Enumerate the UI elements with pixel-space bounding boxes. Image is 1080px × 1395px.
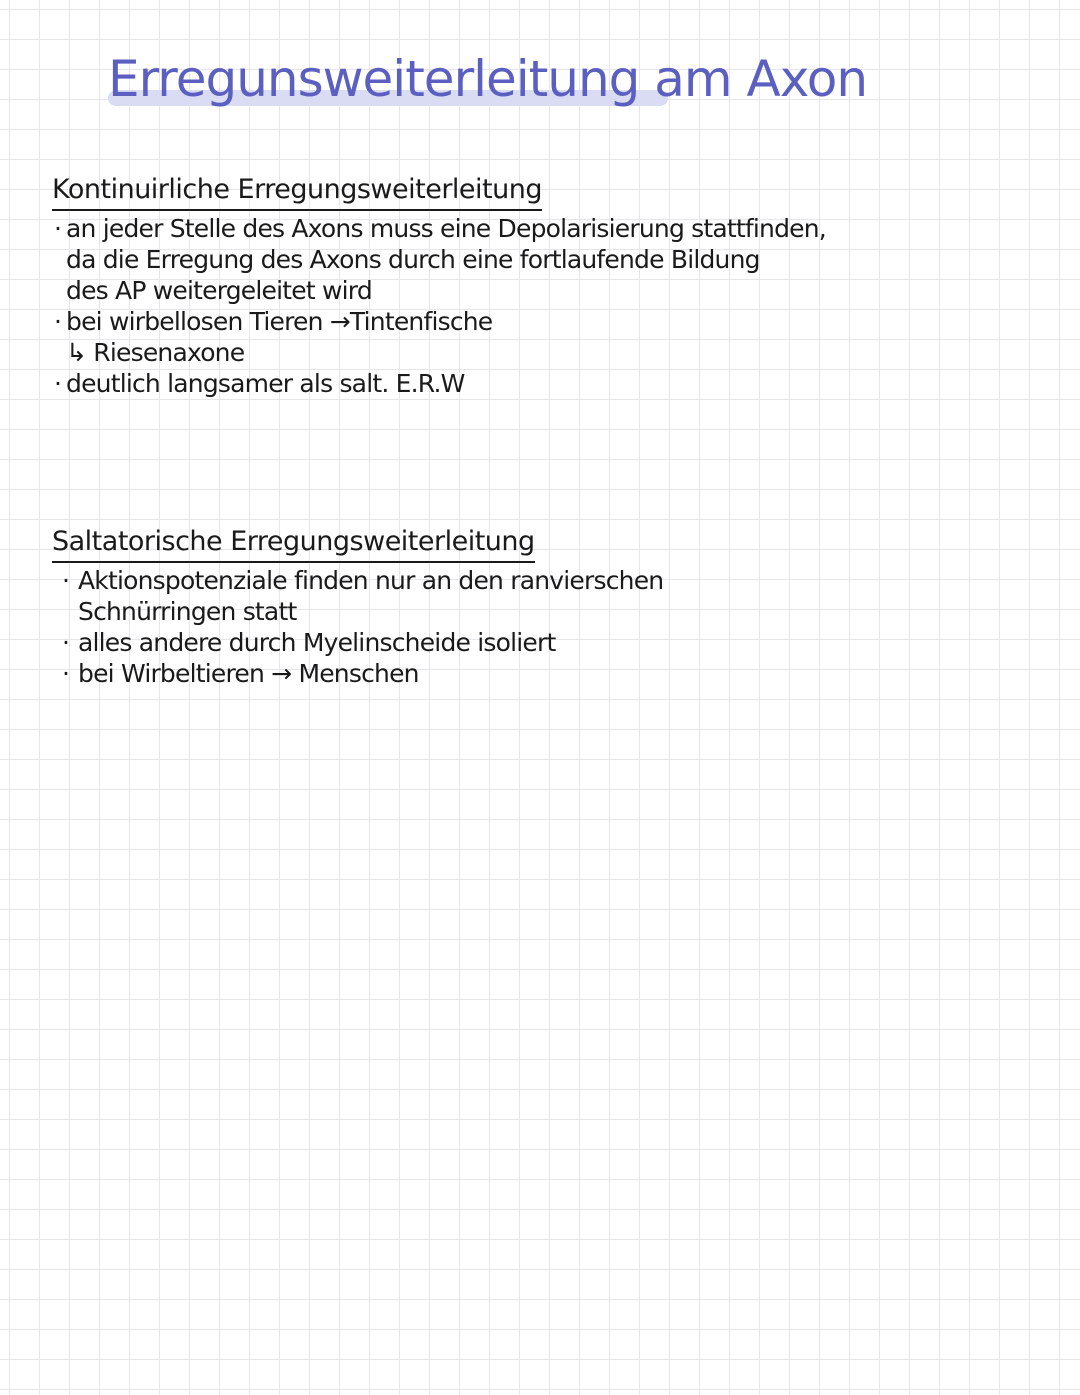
bullet-dot: · <box>54 307 62 336</box>
list-item <box>52 658 1042 689</box>
item-line: deutlich langsamer als salt. E.R.W <box>66 369 465 398</box>
item-line: Aktionspotenziale finden nur an den ranvierschen <box>78 566 664 595</box>
item-line: bei wirbellosen Tieren →Tintenfische <box>66 307 493 336</box>
list-item <box>52 213 1042 306</box>
section-saltatorisch <box>52 524 1042 689</box>
list-item <box>52 627 1042 658</box>
item-line: bei Wirbeltieren → Menschen <box>78 659 419 688</box>
title-block <box>108 44 928 114</box>
item-line: des AP weitergeleitet wird <box>66 276 372 305</box>
list-item <box>52 368 1042 399</box>
section-heading: Kontinuirliche Erregungsweiterleitung <box>52 172 542 211</box>
bullet-list <box>52 213 1042 399</box>
section-kontinuierlich <box>52 172 1042 399</box>
sub-item-line: ↳ Riesenaxone <box>66 338 245 367</box>
bullet-dot: · <box>62 628 70 657</box>
page-title: Erregunsweiterleitung am Axon <box>108 50 868 108</box>
list-item <box>52 565 1042 627</box>
bullet-dot: · <box>62 659 70 688</box>
item-line: da die Erregung des Axons durch eine fortlaufende Bildung <box>66 245 760 274</box>
bullet-list <box>52 565 1042 689</box>
item-line: an jeder Stelle des Axons muss eine Depolarisierung stattfinden, <box>66 214 826 243</box>
list-item <box>52 306 1042 368</box>
bullet-dot: · <box>62 566 70 595</box>
item-line: Schnürringen statt <box>78 597 297 626</box>
bullet-dot: · <box>54 369 62 398</box>
section-heading: Saltatorische Erregungsweiterleitung <box>52 524 535 563</box>
bullet-dot: · <box>54 214 62 243</box>
item-line: alles andere durch Myelinscheide isoliert <box>78 628 556 657</box>
